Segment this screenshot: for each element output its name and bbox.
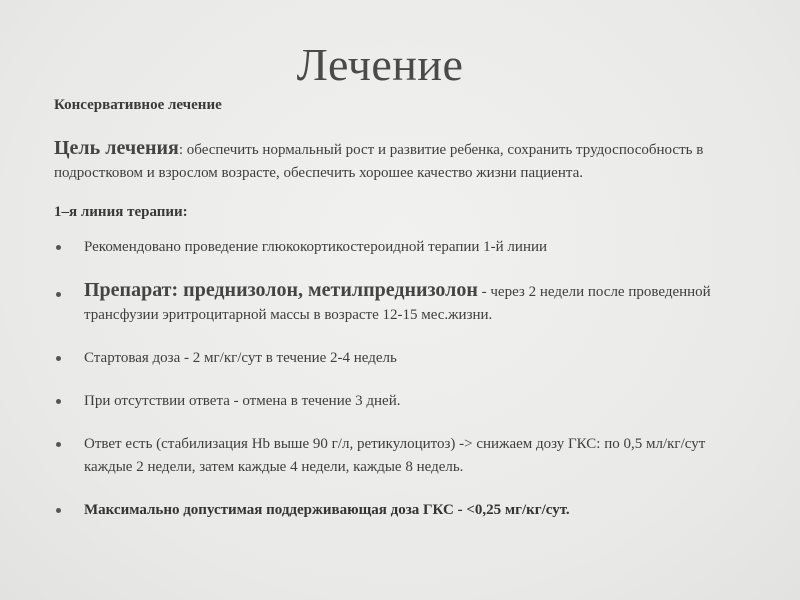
bullet-dot-icon [56,508,61,513]
slide-title [0,38,760,91]
slide-content [54,96,744,542]
therapy-line-heading: 1–я линия терапии: [54,203,188,220]
bullet-dot-icon [56,356,61,361]
bullet-dot-icon [56,292,61,297]
bullet-text: При отсутствии ответа - отмена в течение 3 дней. [84,393,401,409]
list-item [54,279,744,327]
subheading: Консервативное лечение [54,97,222,113]
drug-label: Препарат: преднизолон, метилпреднизолон [84,279,478,301]
list-item [54,499,744,522]
bullet-text: Ответ есть (стабилизация Hb выше 90 г/л, ретикулоцитоз) -> снижаем дозу ГКС: по 0,5 мл/кг/сут каждые 2 недели, затем каждые 4 недели, каждые 8 недель. [84,436,706,475]
list-item [54,347,744,370]
bullet-text: Стартовая доза - 2 мг/кг/сут в течение 2-4 недель [84,350,397,366]
goal-text: обеспечить нормальный рост и развитие ребенка, сохранить трудоспособность в подростковом и взрослом возрасте, обеспечить хорошее качество жизни пациента. [54,141,704,181]
list-item [54,236,744,259]
bullet-text: - через 2 недели после проведенной трансфузии эритроцитарной массы в возрасте 12-15 мес.жизни. [84,284,711,323]
therapy-bullet-list [54,236,744,522]
goal-label: Цель лечения [54,136,179,159]
treatment-goal [54,137,744,185]
bullet-dot-icon [56,442,61,447]
slide-title-text: Лечение [296,39,464,90]
bullet-text: Рекомендовано проведение глюкокортикостероидной терапии 1-й линии [84,239,548,255]
list-item [54,433,744,479]
list-item [54,390,744,413]
bullet-text: Максимально допустимая поддерживающая доза ГКС - <0,25 мг/кг/сут. [84,502,570,518]
goal-colon: : [178,141,184,158]
bullet-dot-icon [56,245,61,250]
bullet-dot-icon [56,399,61,404]
